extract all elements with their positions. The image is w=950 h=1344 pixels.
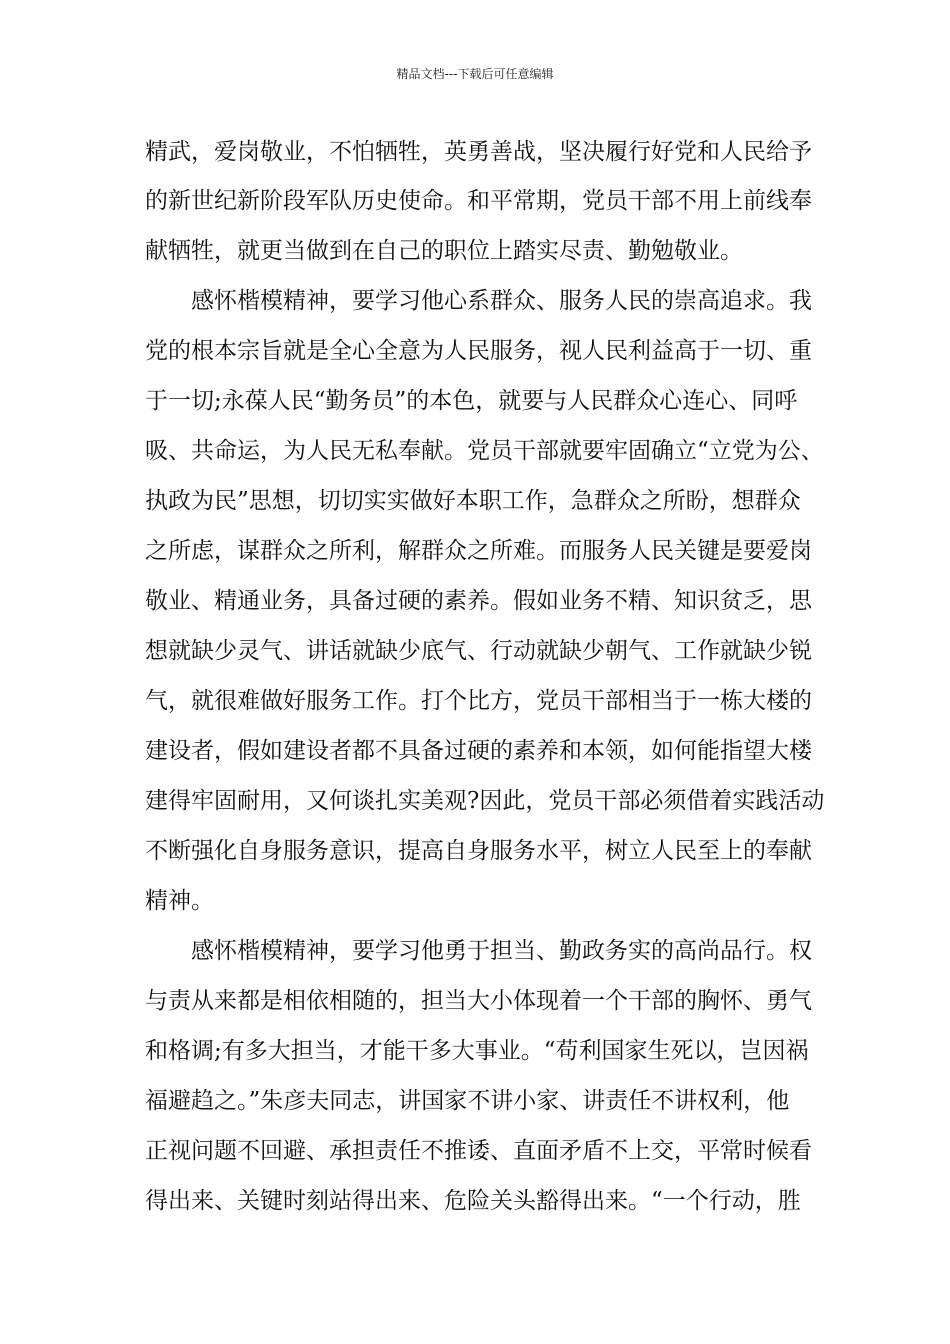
text-line: 不断强化自身服务意识，提高自身服务水平，树立人民至上的奉献 bbox=[145, 838, 812, 864]
text-line: 气，就很难做好服务工作。打个比方，党员干部相当于一栋大楼的 bbox=[145, 688, 812, 714]
text-line: 执政为民”思想，切切实实做好本职工作，急群众之所盼，想群众 bbox=[145, 488, 801, 514]
text-line: 精神。 bbox=[145, 888, 214, 914]
paragraph-start-line: 感怀楷模精神，要学习他心系群众、服务人民的崇高追求。我 bbox=[191, 288, 812, 314]
page-header: 精品文档---下载后可任意编辑 bbox=[396, 67, 554, 81]
text-line: 福避趋之。”朱彦夫同志，讲国家不讲小家、讲责任不讲权利，他 bbox=[145, 1088, 790, 1114]
text-line: 与责从来都是相依相随的，担当大小体现着一个干部的胸怀、勇气 bbox=[145, 988, 812, 1014]
text-line: 献牺牲，就更当做到在自己的职位上踏实尽责、勤勉敬业。 bbox=[145, 238, 743, 264]
paragraph-start-line: 感怀楷模精神，要学习他勇于担当、勤政务实的高尚品行。权 bbox=[191, 938, 812, 964]
text-line: 想就缺少灵气、讲话就缺少底气、行动就缺少朝气、工作就缺少锐 bbox=[145, 638, 812, 664]
text-line: 党的根本宗旨就是全心全意为人民服务，视人民利益高于一切、重 bbox=[145, 338, 812, 364]
text-line: 和格调;有多大担当，才能干多大事业。“苟利国家生死以，岂因祸 bbox=[145, 1038, 809, 1064]
text-line: 敬业、精通业务，具备过硬的素养。假如业务不精、知识贫乏，思 bbox=[145, 588, 812, 614]
text-line: 的新世纪新阶段军队历史使命。和平常期，党员干部不用上前线奉 bbox=[145, 188, 812, 214]
text-line: 于一切;永葆人民“勤务员”的本色，就要与人民群众心连心、同呼 bbox=[145, 388, 798, 414]
text-line: 之所虑，谋群众之所利，解群众之所难。而服务人民关键是要爱岗 bbox=[145, 538, 812, 564]
text-line: 建得牢固耐用，又何谈扎实美观?因此，党员干部必须借着实践活动 bbox=[145, 788, 825, 814]
text-line: 建设者，假如建设者都不具备过硬的素养和本领，如何能指望大楼 bbox=[145, 738, 812, 764]
text-line: 正视问题不回避、承担责任不推诿、直面矛盾不上交，平常时候看 bbox=[145, 1138, 812, 1164]
text-line: 得出来、关键时刻站得出来、危险关头豁得出来。“一个行动，胜 bbox=[145, 1188, 801, 1214]
text-line: 吸、共命运，为人民无私奉献。党员干部就要牢固确立“立党为公、 bbox=[145, 438, 824, 464]
text-line: 精武，爱岗敬业，不怕牺牲，英勇善战，坚决履行好党和人民给予 bbox=[145, 139, 812, 165]
